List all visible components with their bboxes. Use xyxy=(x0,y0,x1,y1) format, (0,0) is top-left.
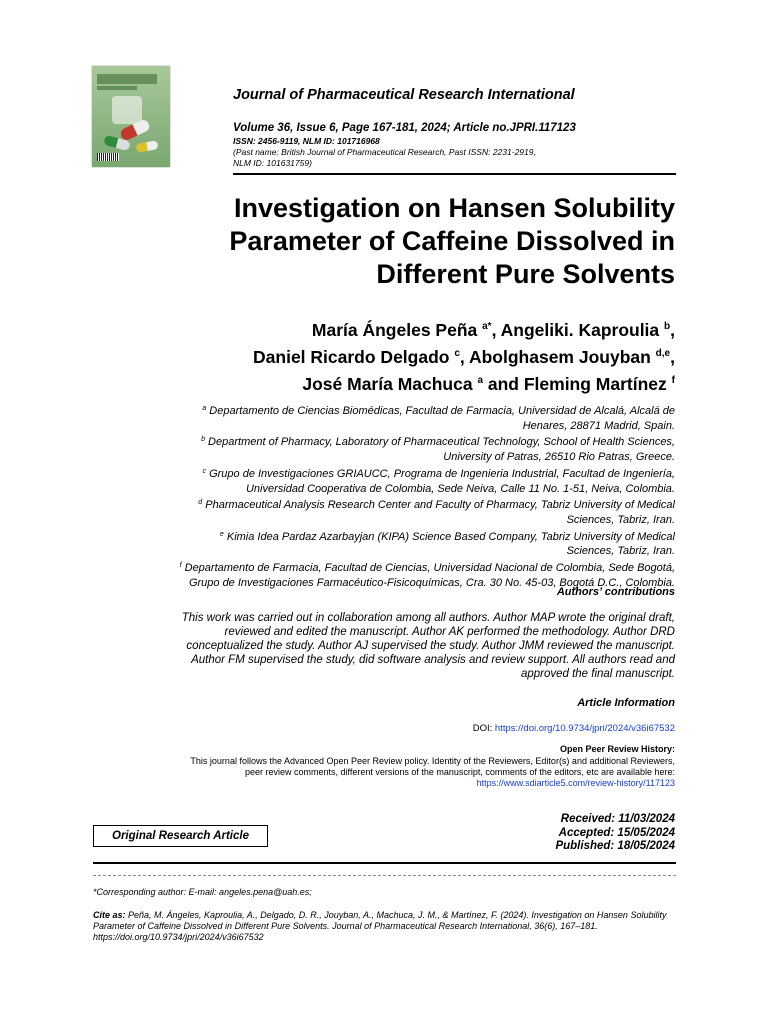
article-dates xyxy=(555,813,675,854)
open-peer-review-heading: Open Peer Review History: xyxy=(559,744,675,754)
affiliation: $^d$ Pharmaceutical Analysis Research Center and Faculty of Pharmacy, Tabriz University of Medical Sciences, Tabriz, Iran. xyxy=(198,499,675,526)
affiliation: $^c$ Grupo de Investigaciones GRIAUCC, Programa de Ingenieria Industrial, Facultad de Ingeniería, Universidad Cooperativa de Colombia, Sede Neiva, Calle 11 No. 1-51, Neiva, Colombia. xyxy=(202,467,675,495)
doi-link[interactable]: https://doi.org/10.9734/jpri/2024/v36i67532 xyxy=(494,723,675,734)
corresponding-author: *Corresponding author: E-mail: angeles.pena@uah.es; xyxy=(93,887,312,897)
citation: Cite as: Peña, M. Ángeles, Kaproulia, A., Delgado, D. R., Jouyban, A., Machuca, J. M., & Martínez, F. (2024). Investigation on Hansen Solubility Parameter of Caffeine Dissolved in Different Pure Solvents. Journal of Pharmaceutical Research International, 36(6), 167–181. https://doi.org/10.9734/jpri/2024/v36i67532 xyxy=(93,910,667,942)
journal-cover-image xyxy=(92,66,170,167)
accepted-date: Accepted: 15/05/2024 xyxy=(558,826,675,839)
affiliation: $^a$ Departamento de Ciencias Biomédicas, Facultad de Farmacia, Universidad de Alcalá, Alcalá de Henares, 28871 Madrid, Spain. xyxy=(202,405,675,432)
title-line: Parameter of Caffeine Dissolved in xyxy=(229,226,675,256)
review-history-link[interactable]: https://www.sdiarticle5.com/review-history/117123 xyxy=(476,777,675,788)
open-peer-review-text: This journal follows the Advanced Open Peer Review policy. Identity of the Reviewers, Editor(s) and additional Reviewers, peer review comments, different versions of the manuscript, comments of the editors, etc are available here: https://www.sdiarticle5.com/review-history/117123 xyxy=(190,756,675,788)
article-info-heading: Article Information xyxy=(577,697,675,709)
title-line: Investigation on Hansen Solubility xyxy=(233,193,675,223)
affiliation: $^b$ Department of Pharmacy, Laboratory of Pharmaceutical Technology, School of Health Sciences, University of Patras, 26510 Rio Patras, Greece. xyxy=(201,436,675,464)
affiliations xyxy=(75,402,675,590)
header-rule xyxy=(233,173,676,175)
author-list: María Ángeles Peña $^{a*}$, Angeliki. Kaproulia $^b$, Daniel Ricardo Delgado $^c$, Abolghasem Jouyban $^{d,e}$, José María Machuca $^a$ and Fleming Martínez $^f$ xyxy=(253,320,675,394)
contributions-heading: Authors’ contributions xyxy=(556,586,675,598)
issn-info: ISSN: 2456-9119, NLM ID: 101716968 xyxy=(233,136,380,146)
published-date: Published: 18/05/2024 xyxy=(555,840,675,852)
affiliation: $^f$ Departamento de Farmacia, Facultad de Ciencias, Universidad Nacional de Colombia, Sede Bogotá, Grupo de Investigaciones Farmacéutico-Fisicoquímicas, Cra. 30 No. 45-03, Bogotá D.C., Colombia. xyxy=(179,562,675,589)
volume-info: Volume 36, Issue 6, Page 167-181, 2024; Article no.JPRI.117123 xyxy=(233,122,576,134)
footer-dashed-rule xyxy=(93,875,676,876)
footer-rule xyxy=(93,862,676,864)
contributions-text: This work was carried out in collaboration among all authors. Author MAP wrote the original draft, reviewed and edited the manuscript. Author AK performed the methodology. Author DRD conceptualized the study. Author AJ supervised the study. Author JMM reviewed the manuscript. Author FM supervised the study, did software analysis and review support. All authors read and approved the final manuscript. xyxy=(181,612,675,680)
received-date: Received: 11/03/2024 xyxy=(560,813,675,825)
article-type-badge: Original Research Article xyxy=(93,825,268,847)
past-name-info: (Past name: British Journal of Pharmaceutical Research, Past ISSN: 2231-2919, NLM ID: 101631759) xyxy=(233,147,536,168)
title-line: Different Pure Solvents xyxy=(376,259,675,289)
journal-title: Journal of Pharmaceutical Research International xyxy=(233,87,575,103)
doi: DOI: https://doi.org/10.9734/jpri/2024/v36i67532 xyxy=(472,723,675,734)
article-title xyxy=(115,192,675,291)
affiliation: $^e$ Kimia Idea Pardaz Azarbayjan (KIPA) Science Based Company, Tabriz University of Medical Sciences, Tabriz, Iran. xyxy=(219,530,675,558)
